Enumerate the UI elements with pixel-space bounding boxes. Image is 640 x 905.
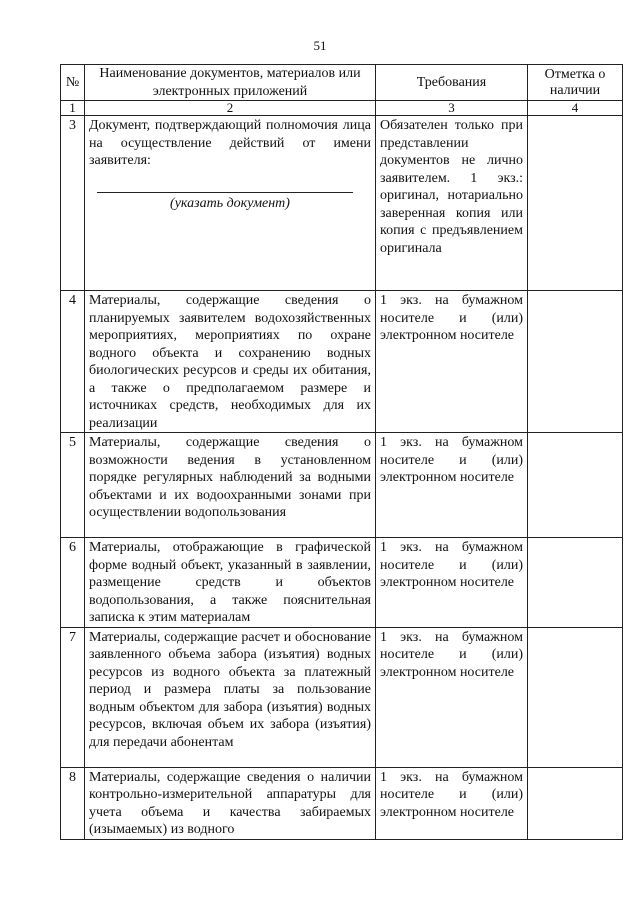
column-numbers-row <box>61 101 623 116</box>
header-name: Наименование документов, материалов или электронных приложений <box>85 65 376 101</box>
row-number: 7 <box>61 627 85 767</box>
document-name: Материалы, отображающие в графической форме водный объект, указанный в заявлении, размещение средств и объектов водопользования, а также пояснительная записка к этим материалам <box>85 538 376 628</box>
document-name: Материалы, содержащие сведения о возможности ведения в установленном порядке регулярных наблюдений за водными объектами и их водоохранными зонами при осуществлении водопользования <box>85 433 376 538</box>
mark-cell <box>528 291 623 433</box>
row-number: 3 <box>61 116 85 291</box>
column-number: 3 <box>376 101 528 116</box>
document-name-cell <box>85 116 376 291</box>
requirements-text: 1 экз. на бумажном носителе и (или) электронном носителе <box>376 767 528 839</box>
column-number: 1 <box>61 101 85 116</box>
table-row <box>61 538 623 628</box>
table-row <box>61 767 623 839</box>
fill-in-line <box>97 192 353 193</box>
column-number: 2 <box>85 101 376 116</box>
header-row <box>61 65 623 101</box>
header-requirements: Требования <box>376 65 528 101</box>
document-name: Материалы, содержащие сведения о наличии контрольно-измерительной аппаратуры для учета объема и качества забираемых (изымаемых) из водного <box>85 767 376 839</box>
requirements-text: 1 экз. на бумажном носителе и (или) электронном носителе <box>376 433 528 538</box>
column-number: 4 <box>528 101 623 116</box>
header-mark: Отметка о наличии <box>528 65 623 101</box>
page-number: 51 <box>313 38 327 53</box>
document-name: Материалы, содержащие сведения о планируемых заявителем водохозяйственных мероприятиях, мероприятиях по охране водного объекта и сохранению водных биологических ресурсов и среды их обитания, а также о предполагаемом размере и источниках средств, необходимых для их реализации <box>85 291 376 433</box>
documents-table <box>60 64 623 840</box>
requirements-cell <box>376 116 528 291</box>
mark-cell <box>528 627 623 767</box>
table-row <box>61 627 623 767</box>
header-num: № <box>61 65 85 101</box>
table-row <box>61 433 623 538</box>
mark-cell <box>528 116 623 291</box>
row-number: 4 <box>61 291 85 433</box>
fill-in-hint: (указать документ) <box>170 195 290 211</box>
mark-cell <box>528 433 623 538</box>
mark-cell <box>528 767 623 839</box>
requirements-text: 1 экз. на бумажном носителе и (или) электронном носителе <box>376 291 528 433</box>
requirements-text: Обязателен только при представлении документов не лично заявителем. 1 экз.: оригинал, нотариально заверенная копия или копия с предъявлением оригинала <box>380 118 523 256</box>
requirements-text: 1 экз. на бумажном носителе и (или) электронном носителе <box>376 538 528 628</box>
row-number: 5 <box>61 433 85 538</box>
document-name: Документ, подтверждающий полномочия лица на осуществление действий от имени заявителя: <box>89 118 371 168</box>
table-row <box>61 116 623 291</box>
row-number: 6 <box>61 538 85 628</box>
requirements-text: 1 экз. на бумажном носителе и (или) электронном носителе <box>376 627 528 767</box>
document-name: Материалы, содержащие расчет и обоснование заявленного объема забора (изъятия) водных ресурсов из водного объекта за платежный период и размера платы за пользование водным объектом для забора (изъятия) водных ресурсов, включая объем их забора (изъятия) для передачи абонентам <box>85 627 376 767</box>
table-row <box>61 291 623 433</box>
row-number: 8 <box>61 767 85 839</box>
mark-cell <box>528 538 623 628</box>
